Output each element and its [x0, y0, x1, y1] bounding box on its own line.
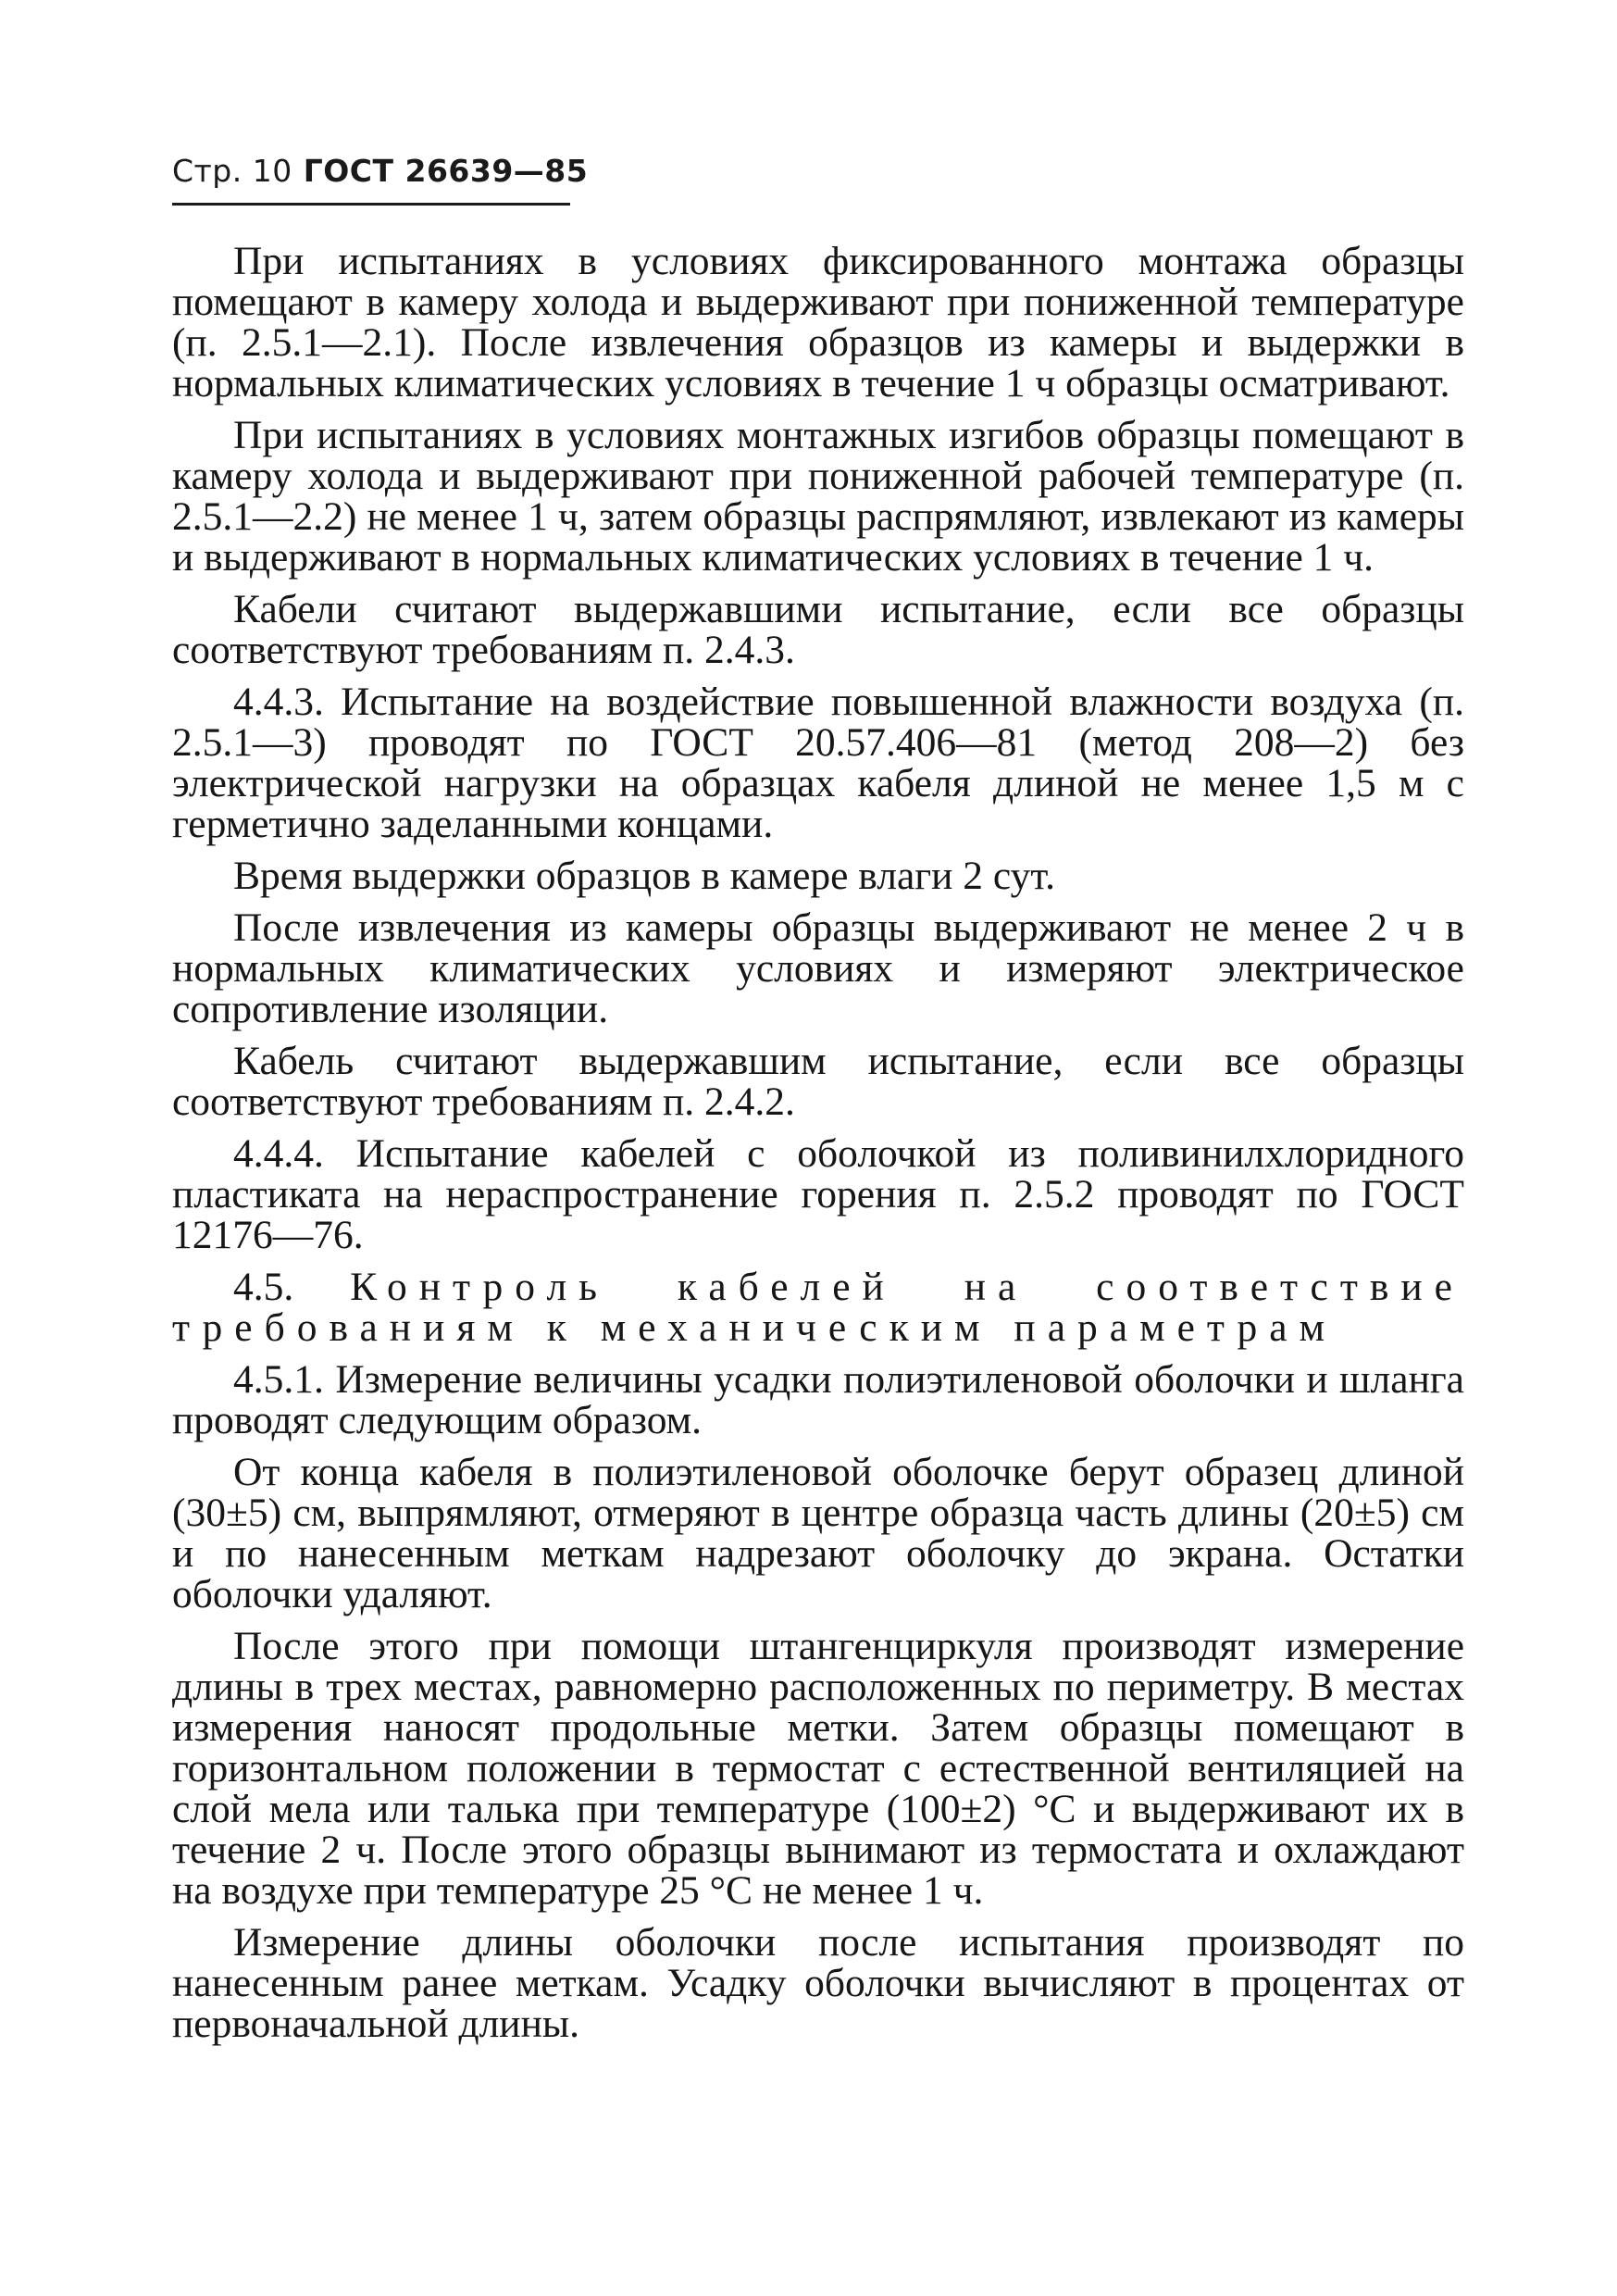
paragraph-measurement: После этого при помощи штангенциркуля производят измерение длины в трех местах, равномерно расположенных по периметру. В местах измерения наносят продольные метки. Затем образцы помещают в горизонтальном положении в термостат с естественной вентиляцией на слой мела или талька при температуре (100±2) °С и выдерживают их в течение 2 ч. После этого образцы вынимают из термостата и охлаждают на воздухе при температуре 25 °С не менее 1 ч.: [172, 1624, 1464, 1913]
section-heading-4-5: [172, 1267, 1464, 1348]
paragraph-after-chamber: После извлечения из камеры образцы выдерживают не менее 2 ч в нормальных климатических условиях и измеряют электрическое сопротивление изоляции.: [172, 905, 1464, 1031]
page-number: Стр. 10: [172, 153, 292, 189]
header-rule: [172, 203, 570, 206]
paragraph-4-4-3: 4.4.3. Испытание на воздействие повышенной влажности воздуха (п. 2.5.1—3) проводят по ГОСТ 20.57.406—81 (метод 208—2) без электрической нагрузки на образцах кабеля длиной не менее 1,5 м с герметично заделанными концами.: [172, 680, 1464, 846]
section-number: 4.5.: [233, 1265, 294, 1309]
paragraph-cables-passed: Кабели считают выдержавшими испытание, если все образцы соответствуют требованиям п. 2.4.3.: [172, 587, 1464, 672]
page-header: [172, 153, 588, 189]
paragraph-shrinkage: Измерение длины оболочки после испытания производят по нанесенным ранее меткам. Усадку оболочки вычисляют в процентах от первоначальной длины.: [172, 1920, 1464, 2046]
paragraph-4-4-4: 4.4.4. Испытание кабелей с оболочкой из поливинилхлоридного пластиката на нераспространение горения п. 2.5.2 проводят по ГОСТ 12176—76.: [172, 1131, 1464, 1257]
standard-code: ГОСТ 26639—85: [303, 153, 589, 189]
paragraph-4-5-1: 4.5.1. Измерение величины усадки полиэтиленовой оболочки и шланга проводят следующим образом.: [172, 1357, 1464, 1442]
paragraph-cable-passed: Кабель считают выдержавшим испытание, если все образцы соответствуют требованиям п. 2.4.2.: [172, 1039, 1464, 1124]
paragraph-fixed-mounting: При испытаниях в условиях фиксированного монтажа образцы помещают в камеру холода и выдерживают при пониженной температуре (п. 2.5.1—2.1). После извлечения образцов из камеры и выдержки в нормальных климатических условиях в течение 1 ч образцы осматривают.: [172, 239, 1464, 406]
paragraph-sample-prep: От конца кабеля в полиэтиленовой оболочке берут образец длиной (30±5) см, выпрямляют, отмеряют в центре образца часть длины (20±5) см и по нанесенным меткам надрезают оболочку до экрана. Остатки оболочки удаляют.: [172, 1450, 1464, 1616]
section-title: Контроль кабелей на соответствие требованиям к механическим параметрам: [172, 1265, 1464, 1350]
document-body: [172, 241, 1464, 2055]
paragraph-exposure-time: Время выдержки образцов в камере влаги 2 сут.: [233, 854, 1056, 898]
paragraph-mounting-bends: При испытаниях в условиях монтажных изгибов образцы помещают в камеру холода и выдерживают при пониженной рабочей температуре (п. 2.5.1—2.2) не менее 1 ч, затем образцы распрямляют, извлекают из камеры и выдерживают в нормальных климатических условиях в течение 1 ч.: [172, 413, 1464, 580]
